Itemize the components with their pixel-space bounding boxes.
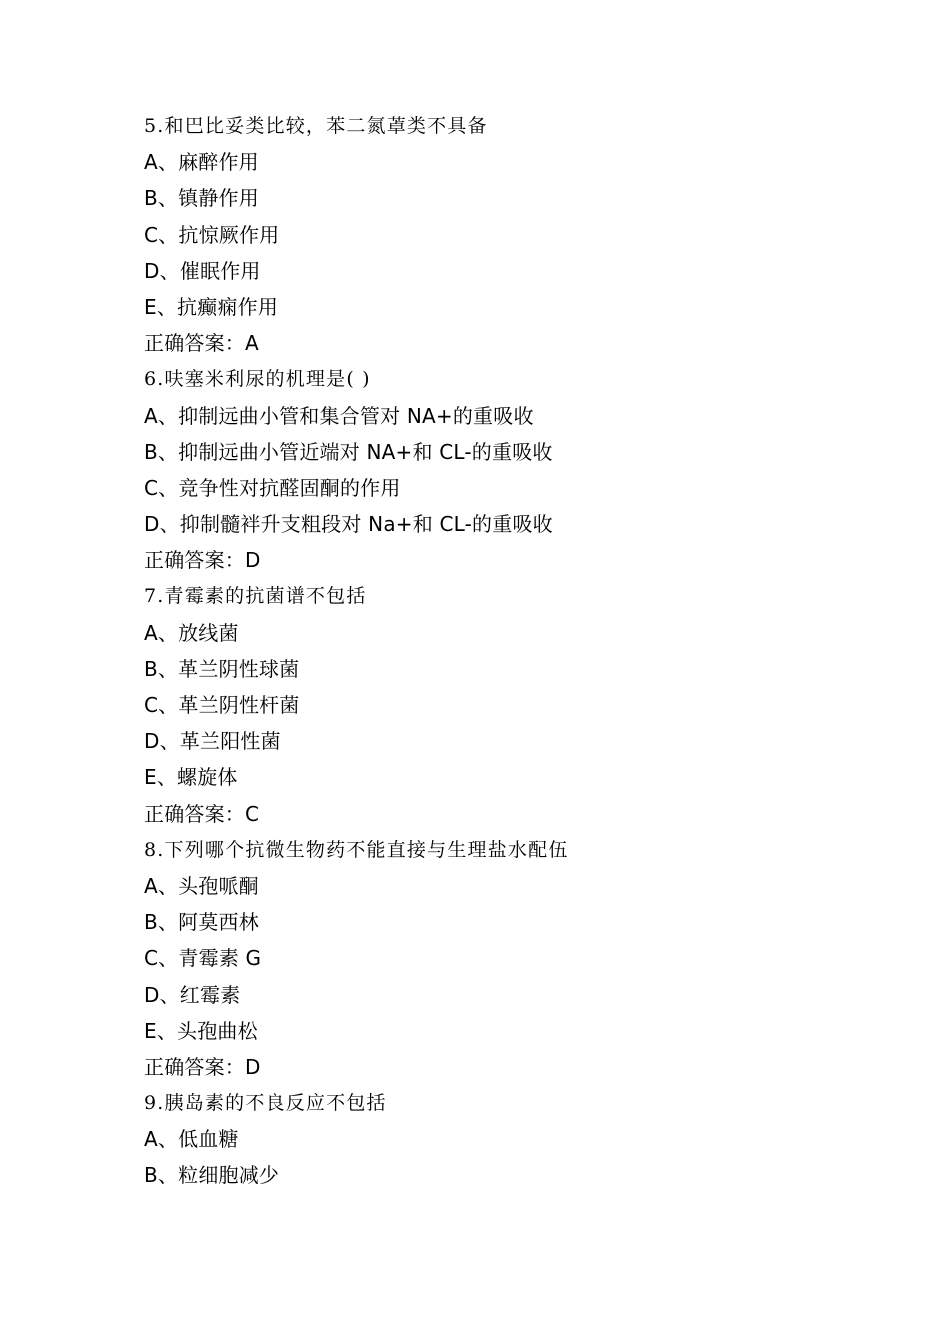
option-item: E、头孢曲松 (144, 1018, 258, 1043)
option-item: D、抑制髓袢升支粗段对 Na+和 CL-的重吸收 (144, 512, 553, 537)
option-item: E、抗癫痫作用 (144, 294, 279, 319)
option-item: A、低血糖 (144, 1127, 239, 1152)
option-item: C、革兰阴性杆菌 (144, 693, 300, 717)
option-item: E、螺旋体 (144, 765, 238, 790)
option-item: C、竞争性对抗醛固酮的作用 (144, 475, 401, 500)
option-item: B、抑制远曲小管近端对 NA+和 CL-的重吸收 (144, 439, 553, 464)
correct-answer: 正确答案：D (144, 548, 261, 573)
option-item: D、红霉素 (144, 982, 241, 1007)
option-item: A、放线菌 (144, 620, 239, 645)
option-item: B、革兰阴性球菌 (144, 656, 300, 681)
option-item: A、麻醉作用 (144, 150, 259, 175)
correct-answer: 正确答案：A (144, 331, 259, 356)
option-item: B、阿莫西林 (144, 910, 259, 935)
question-stem: 5.和巴比妥类比较，苯二氮䓬类不具备 (144, 115, 488, 137)
correct-answer: 正确答案：D (144, 1054, 261, 1079)
option-item: B、镇静作用 (144, 186, 259, 211)
question-list (144, 108, 904, 1194)
option-item: D、革兰阳性菌 (144, 729, 281, 754)
option-item: D、催眠作用 (144, 258, 261, 283)
question-stem: 7.青霉素的抗菌谱不包括 (144, 585, 367, 608)
question-stem: 8.下列哪个抗微生物药不能直接与生理盐水配伍 (144, 838, 569, 861)
option-item: B、粒细胞减少 (144, 1163, 280, 1188)
option-item: A、头孢哌酮 (144, 873, 259, 898)
option-item: C、青霉素 G (144, 946, 262, 971)
correct-answer: 正确答案：C (144, 801, 260, 826)
question-stem: 9.胰岛素的不良反应不包括 (144, 1092, 387, 1115)
question-stem: 6.呋塞米利尿的机理是( ) (144, 368, 371, 391)
option-item: A、抑制远曲小管和集合管对 NA+的重吸收 (144, 403, 534, 428)
option-item: C、抗惊厥作用 (144, 222, 280, 247)
